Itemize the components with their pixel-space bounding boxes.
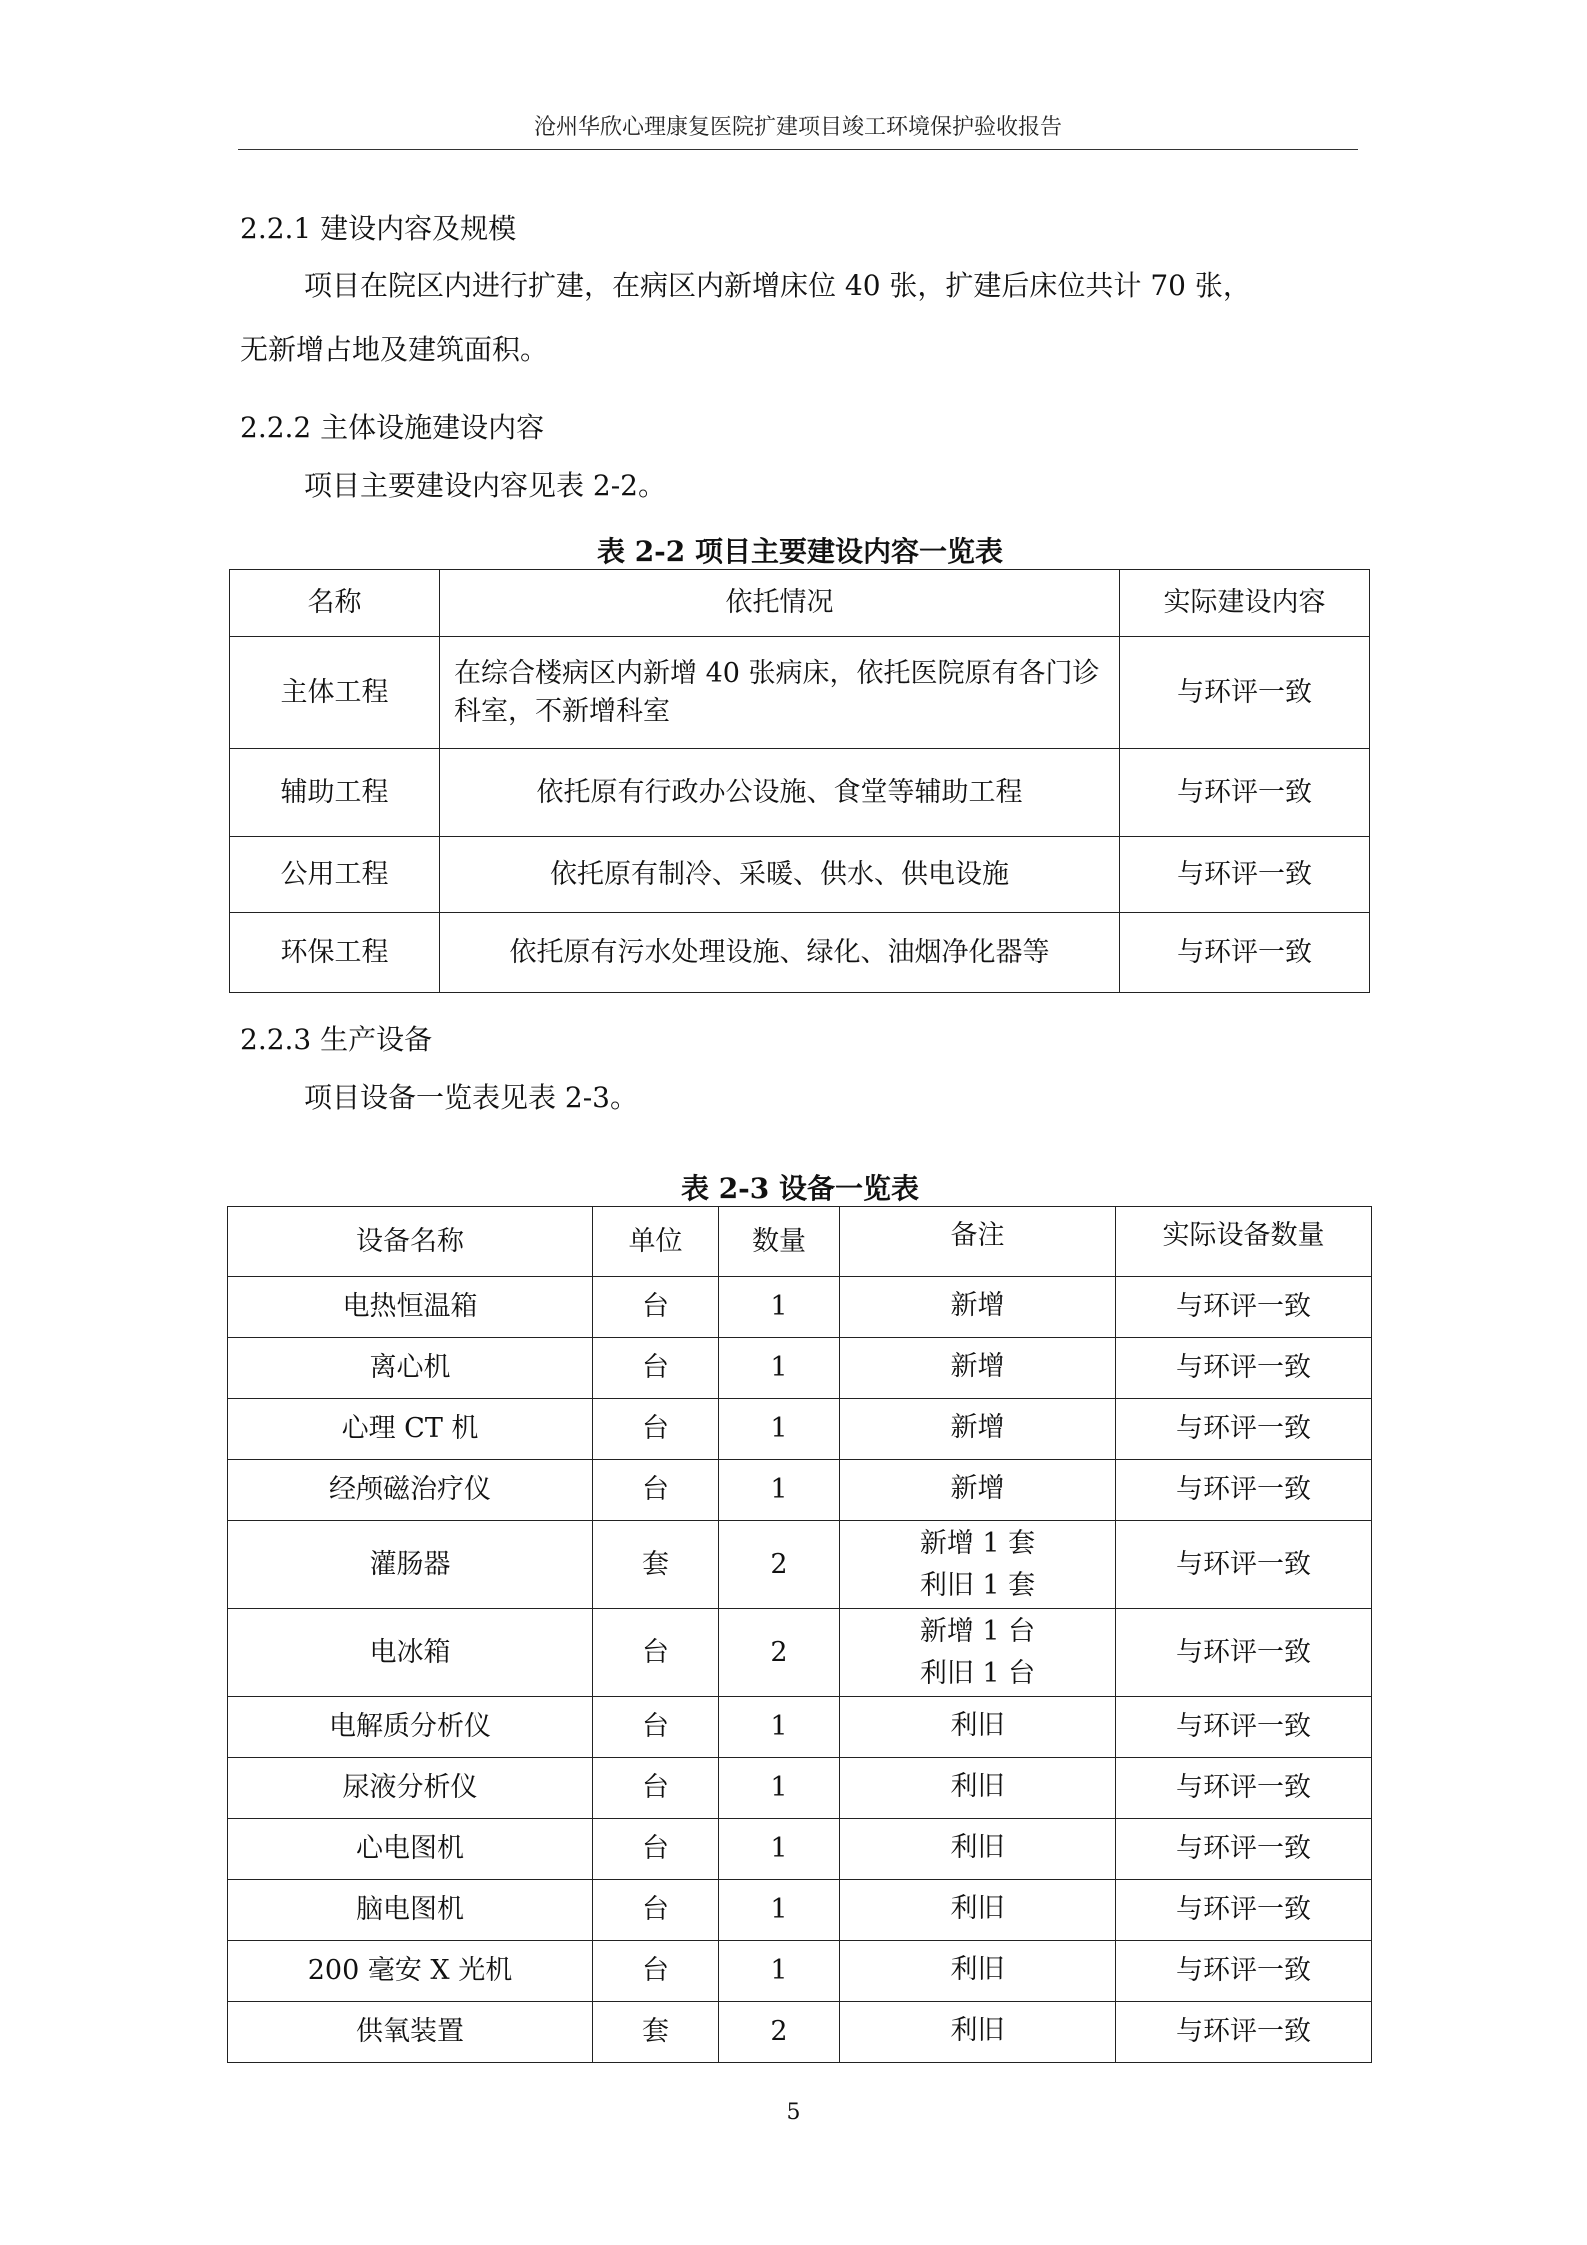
table-cell xyxy=(840,1609,1116,1697)
table-cell: 与环评一致 xyxy=(1116,1941,1372,2002)
table-cell: 心理 CT 机 xyxy=(228,1399,593,1460)
section-2-2-3-heading: 2.2.3 生产设备 xyxy=(240,1023,433,1056)
paragraph-line: 项目设备一览表见表 2-3。 xyxy=(304,1081,638,1114)
table-cell: 与环评一致 xyxy=(1120,637,1370,749)
table-row xyxy=(228,1460,1372,1521)
table-cell: 利旧 xyxy=(840,2002,1116,2063)
table-cell: 在综合楼病区内新增 40 张病床，依托医院原有各门诊科室，不新增科室 xyxy=(440,637,1120,749)
table-cell: 灌肠器 xyxy=(228,1521,593,1609)
table-row xyxy=(228,1819,1372,1880)
note-line: 利旧 1 套 xyxy=(919,1569,1036,1601)
table-cell: 1 xyxy=(719,1399,840,1460)
table-row xyxy=(228,1338,1372,1399)
table-cell: 台 xyxy=(593,1609,719,1697)
table-cell: 公用工程 xyxy=(230,837,440,913)
column-header: 数量 xyxy=(719,1207,840,1277)
table-cell: 利旧 xyxy=(840,1697,1116,1758)
table-cell: 与环评一致 xyxy=(1116,1338,1372,1399)
table-row xyxy=(228,1941,1372,2002)
table-cell: 1 xyxy=(719,1277,840,1338)
table-cell: 心电图机 xyxy=(228,1819,593,1880)
table-2-2 xyxy=(229,569,1370,993)
table-cell: 利旧 xyxy=(840,1758,1116,1819)
table-cell: 1 xyxy=(719,1819,840,1880)
table-cell: 尿液分析仪 xyxy=(228,1758,593,1819)
table-cell: 1 xyxy=(719,1880,840,1941)
note-line: 新增 1 套 xyxy=(919,1527,1036,1559)
page-number: 5 xyxy=(786,2100,801,2125)
table-row xyxy=(230,637,1370,749)
table-header-row xyxy=(228,1207,1372,1277)
table-row xyxy=(230,837,1370,913)
table-row xyxy=(228,1758,1372,1819)
paragraph-line: 项目主要建设内容见表 2-2。 xyxy=(304,469,666,502)
table-cell: 电热恒温箱 xyxy=(228,1277,593,1338)
table-cell: 新增 xyxy=(840,1277,1116,1338)
table-cell: 台 xyxy=(593,1338,719,1399)
table-cell: 1 xyxy=(719,1758,840,1819)
table-cell: 1 xyxy=(719,1941,840,2002)
table-cell: 供氧装置 xyxy=(228,2002,593,2063)
table-row xyxy=(228,1277,1372,1338)
page-header: 沧州华欣心理康复医院扩建项目竣工环境保护验收报告 xyxy=(533,115,1062,140)
table-cell: 离心机 xyxy=(228,1338,593,1399)
table-row xyxy=(228,1880,1372,1941)
column-header: 单位 xyxy=(593,1207,719,1277)
column-header: 实际建设内容 xyxy=(1120,570,1370,637)
table-cell: 辅助工程 xyxy=(230,749,440,837)
table-cell: 2 xyxy=(719,1609,840,1697)
table-row xyxy=(228,1697,1372,1758)
table-header-row xyxy=(230,570,1370,637)
table-cell: 依托原有制冷、采暖、供水、供电设施 xyxy=(440,837,1120,913)
table-cell: 与环评一致 xyxy=(1120,837,1370,913)
table-cell: 环保工程 xyxy=(230,913,440,993)
table-cell: 与环评一致 xyxy=(1116,1521,1372,1609)
section-2-2-2-heading: 2.2.2 主体设施建设内容 xyxy=(240,411,545,444)
table-cell: 与环评一致 xyxy=(1120,913,1370,993)
table-cell: 利旧 xyxy=(840,1819,1116,1880)
table-row xyxy=(228,1521,1372,1609)
table-cell: 利旧 xyxy=(840,1941,1116,2002)
table-cell: 与环评一致 xyxy=(1120,749,1370,837)
column-header: 备注 xyxy=(840,1207,1116,1277)
table-cell: 台 xyxy=(593,1819,719,1880)
section-2-2-3-paragraph xyxy=(240,1066,1360,1130)
table-cell: 1 xyxy=(719,1697,840,1758)
table-2-3 xyxy=(227,1206,1372,2063)
table-cell: 与环评一致 xyxy=(1116,1819,1372,1880)
table-cell: 台 xyxy=(593,1758,719,1819)
note-line: 利旧 1 台 xyxy=(919,1657,1036,1689)
table-cell: 套 xyxy=(593,2002,719,2063)
table-cell: 套 xyxy=(593,1521,719,1609)
table-row xyxy=(228,1609,1372,1697)
table-cell: 与环评一致 xyxy=(1116,1277,1372,1338)
paragraph-line: 项目在院区内进行扩建，在病区内新增床位 40 张，扩建后床位共计 70 张， xyxy=(304,269,1251,302)
table-cell: 与环评一致 xyxy=(1116,1460,1372,1521)
table-row xyxy=(230,913,1370,993)
section-2-2-2-paragraph xyxy=(240,454,1360,518)
table-cell: 2 xyxy=(719,1521,840,1609)
paragraph-line: 无新增占地及建筑面积。 xyxy=(240,333,549,366)
table-cell xyxy=(840,1521,1116,1609)
table-cell: 电冰箱 xyxy=(228,1609,593,1697)
column-header: 名称 xyxy=(230,570,440,637)
table-cell: 2 xyxy=(719,2002,840,2063)
table-cell: 依托原有行政办公设施、食堂等辅助工程 xyxy=(440,749,1120,837)
table-row xyxy=(230,749,1370,837)
table-cell: 新增 xyxy=(840,1338,1116,1399)
table-cell: 台 xyxy=(593,1880,719,1941)
table-cell: 台 xyxy=(593,1941,719,2002)
table-cell: 台 xyxy=(593,1277,719,1338)
table-cell: 利旧 xyxy=(840,1880,1116,1941)
table-cell: 台 xyxy=(593,1697,719,1758)
table-cell: 台 xyxy=(593,1399,719,1460)
table-row xyxy=(228,2002,1372,2063)
table-cell: 与环评一致 xyxy=(1116,1758,1372,1819)
table-row xyxy=(228,1399,1372,1460)
table-2-3-caption: 表 2-3 设备一览表 xyxy=(680,1172,920,1205)
table-cell: 1 xyxy=(719,1338,840,1399)
section-2-2-1-paragraph xyxy=(240,254,1360,382)
note-line: 新增 1 台 xyxy=(919,1615,1036,1647)
table-cell: 200 毫安 X 光机 xyxy=(228,1941,593,2002)
table-cell: 与环评一致 xyxy=(1116,1697,1372,1758)
table-cell: 新增 xyxy=(840,1399,1116,1460)
table-cell: 新增 xyxy=(840,1460,1116,1521)
table-cell: 与环评一致 xyxy=(1116,1399,1372,1460)
table-2-2-caption: 表 2-2 项目主要建设内容一览表 xyxy=(596,535,1004,568)
table-cell: 主体工程 xyxy=(230,637,440,749)
column-header: 设备名称 xyxy=(228,1207,593,1277)
header-divider xyxy=(238,149,1358,150)
table-cell: 1 xyxy=(719,1460,840,1521)
table-cell: 依托原有污水处理设施、绿化、油烟净化器等 xyxy=(440,913,1120,993)
section-2-2-1-heading: 2.2.1 建设内容及规模 xyxy=(240,212,517,245)
table-cell: 台 xyxy=(593,1460,719,1521)
table-cell: 与环评一致 xyxy=(1116,1880,1372,1941)
table-cell: 经颅磁治疗仪 xyxy=(228,1460,593,1521)
table-cell: 电解质分析仪 xyxy=(228,1697,593,1758)
table-cell: 脑电图机 xyxy=(228,1880,593,1941)
column-header: 实际设备数量 xyxy=(1116,1207,1372,1277)
table-cell: 与环评一致 xyxy=(1116,1609,1372,1697)
table-cell: 与环评一致 xyxy=(1116,2002,1372,2063)
column-header: 依托情况 xyxy=(440,570,1120,637)
